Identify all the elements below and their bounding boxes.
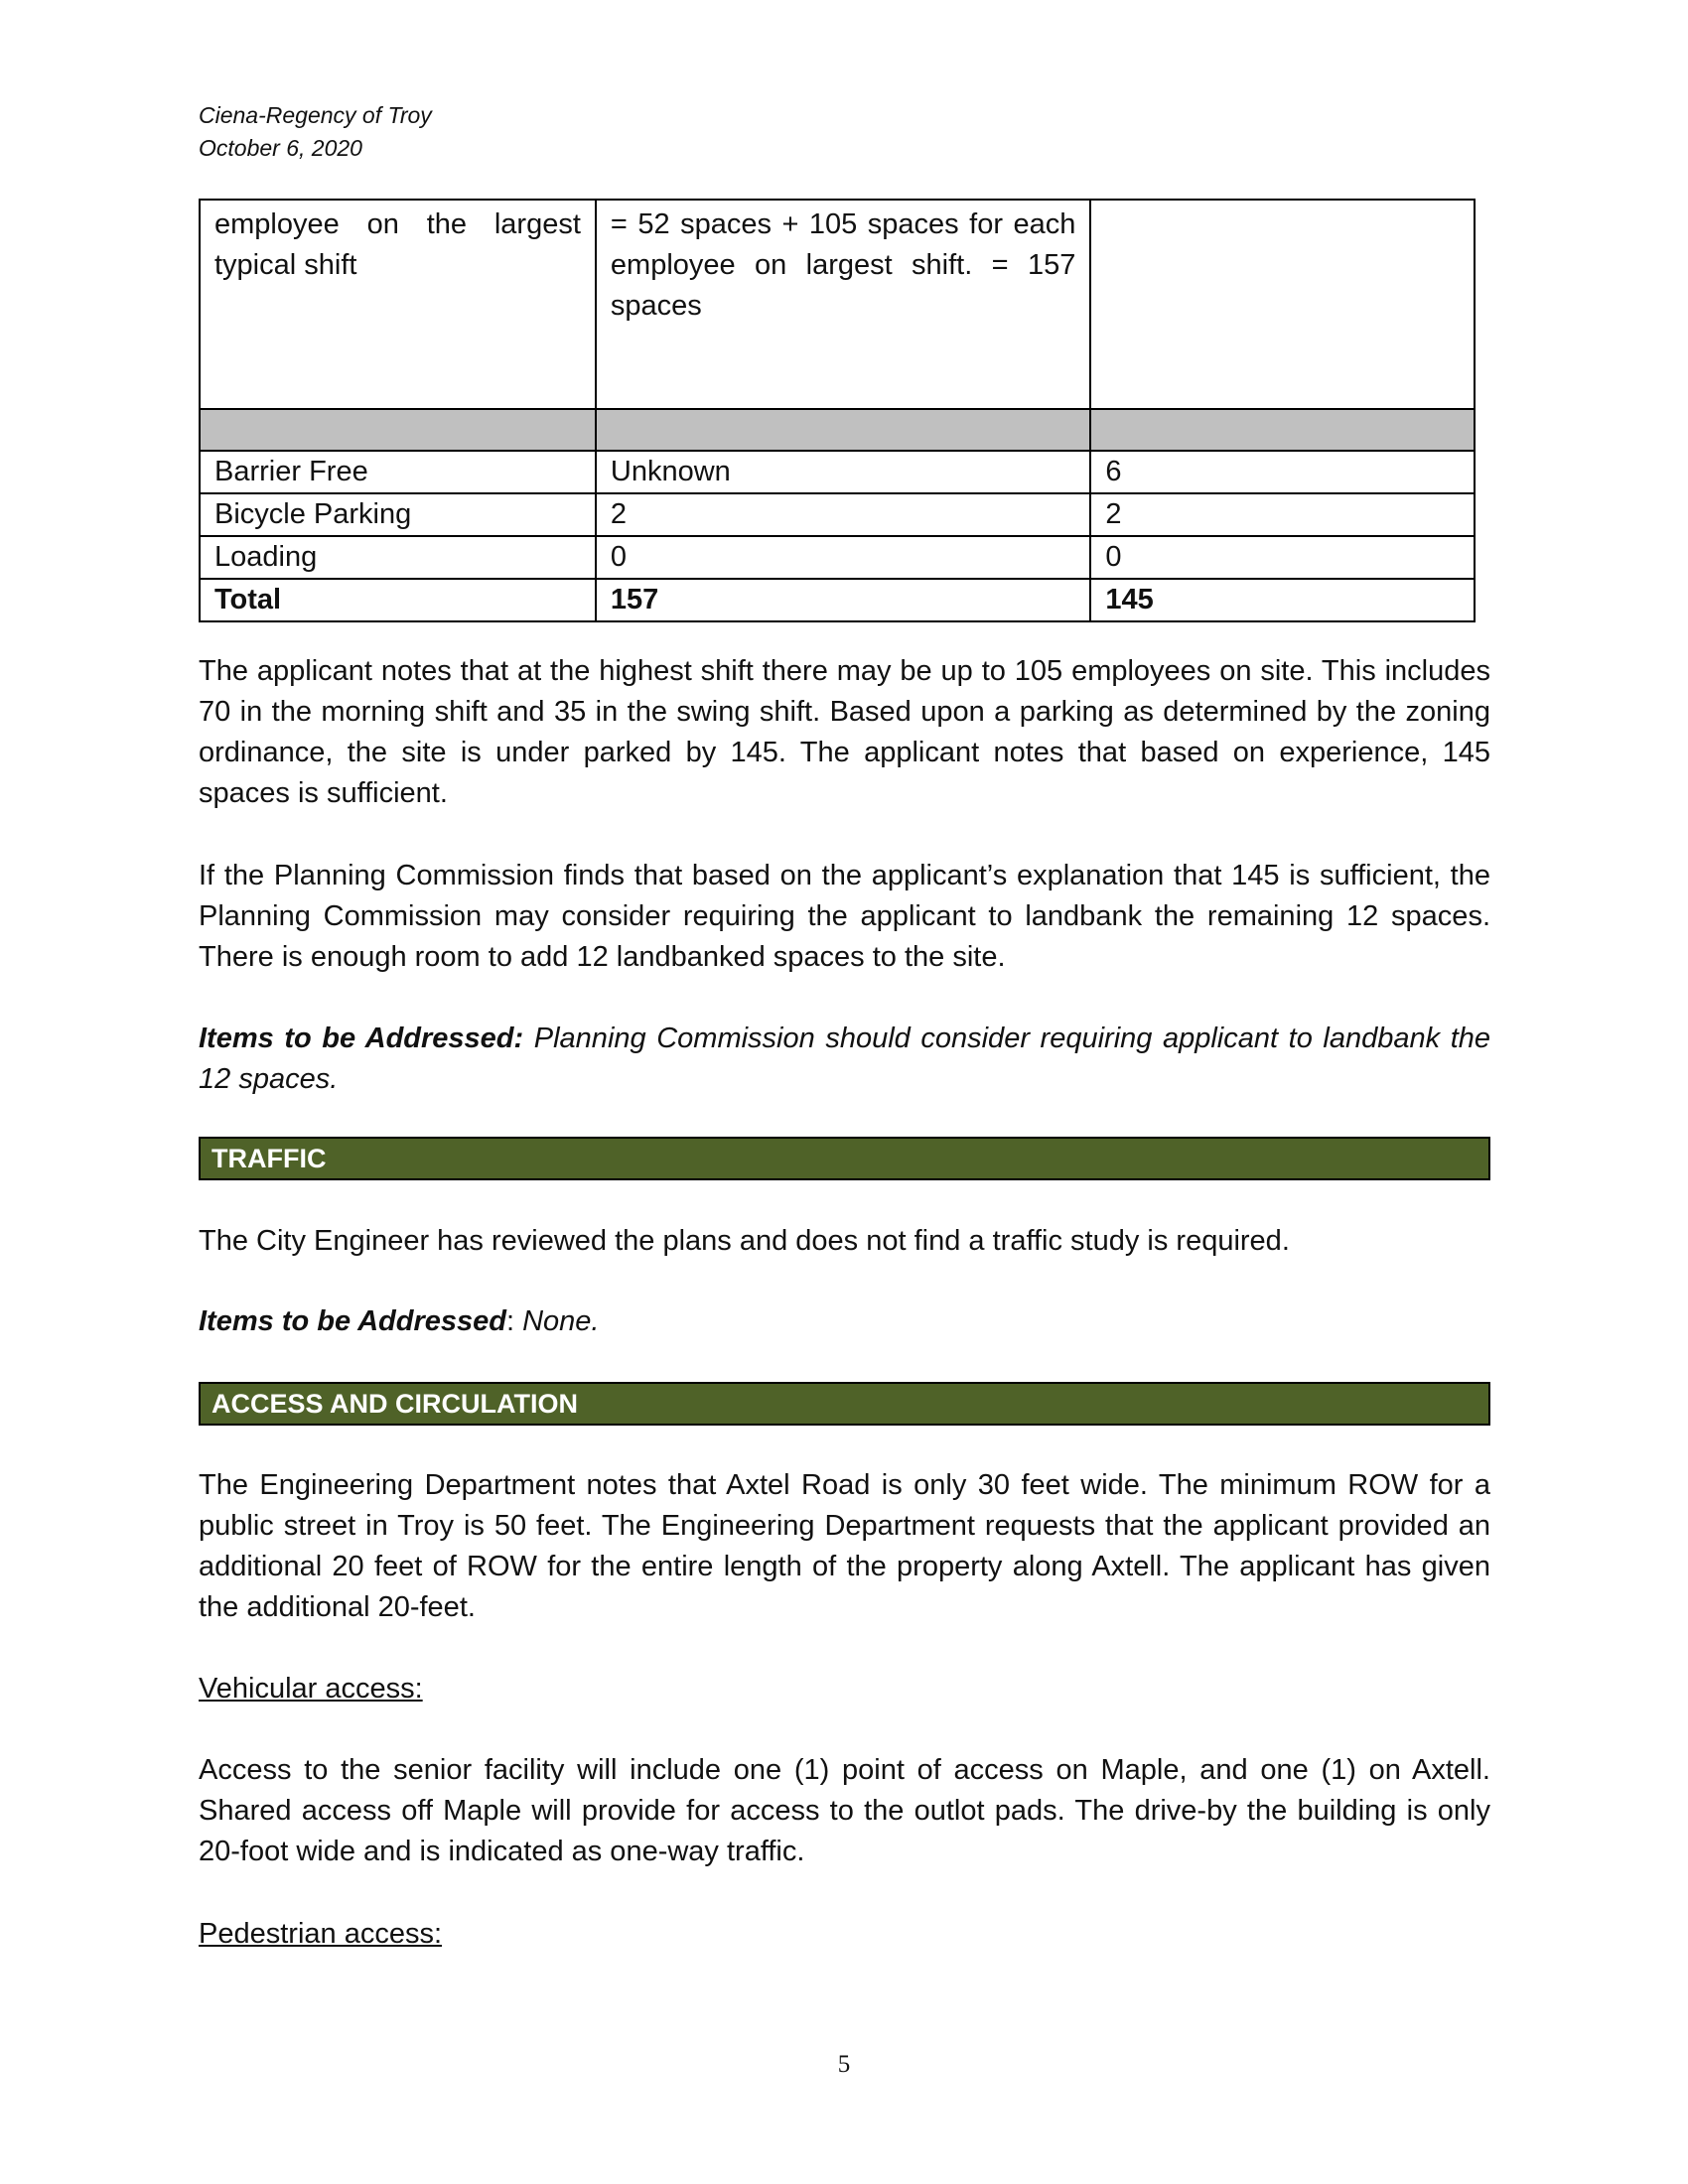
items-label: Items to be Addressed: <box>199 1023 524 1054</box>
paragraph: The Engineering Department notes that Axtel Road is only 30 feet wide. The minimum ROW for a public street in Troy is 50 feet. The Engineering Department requests that the applicant provided an additional 20 feet of ROW for the entire length of the property along Axtell. The applicant has given the additional 20-feet. <box>199 1469 1490 1623</box>
page-number: 5 <box>837 2051 851 2078</box>
table-row-shaded <box>200 409 1475 451</box>
items-text: Planning Commission should consider requiring applicant to landbank the 12 spaces. <box>199 1023 1491 1095</box>
subheading-pedestrian: Pedestrian access: <box>199 1918 443 1950</box>
table-cell: 2 <box>596 493 1090 536</box>
parking-table <box>199 199 1476 622</box>
section-heading-traffic: TRAFFIC <box>199 1137 1490 1180</box>
section-heading-access: ACCESS AND CIRCULATION <box>199 1382 1490 1426</box>
paragraph: The applicant notes that at the highest shift there may be up to 105 employees on site. This includes 70 in the morning shift and 35 in the swing shift. Based upon a parking as determined by the zoning ordinance, the site is under parked by 145. The applicant notes that based on experience, 145 spaces is sufficient. <box>199 655 1490 809</box>
table-cell: 0 <box>1090 536 1475 579</box>
table-row-total <box>200 579 1475 621</box>
table-cell <box>596 409 1090 451</box>
table-cell: 157 <box>596 579 1090 621</box>
table-cell: employee on the largest typical shift <box>200 200 596 409</box>
table-cell: Total <box>200 579 596 621</box>
table-cell: Loading <box>200 536 596 579</box>
table-cell: 145 <box>1090 579 1475 621</box>
table-row <box>200 536 1475 579</box>
paragraph: If the Planning Commission finds that based on the applicant’s explanation that 145 is sufficient, the Planning Commission may consider requiring the applicant to landbank the remaining 12 spaces. There is enough room to add 12 landbanked spaces to the site. <box>199 860 1490 973</box>
header-title: Ciena-Regency of Troy <box>199 102 432 128</box>
items-colon: : <box>505 1305 515 1337</box>
table-cell: Unknown <box>596 451 1090 493</box>
table-cell: 0 <box>596 536 1090 579</box>
header-date: October 6, 2020 <box>199 135 362 161</box>
items-text: None. <box>514 1305 600 1337</box>
table-cell <box>1090 409 1475 451</box>
subheading-vehicular: Vehicular access: <box>199 1673 423 1705</box>
paragraph: The City Engineer has reviewed the plans and does not find a traffic study is required. <box>199 1225 1290 1257</box>
items-to-address <box>199 1019 1490 1100</box>
table-row <box>200 451 1475 493</box>
items-label: Items to be Addressed <box>199 1305 506 1337</box>
table-cell <box>200 409 596 451</box>
table-cell <box>1090 200 1475 409</box>
table-cell: 2 <box>1090 493 1475 536</box>
paragraph: Access to the senior facility will include one (1) point of access on Maple, and one (1) on Axtell. Shared access off Maple will provide for access to the outlot pads. The drive-by the building is only 20-foot wide and is indicated as one-way traffic. <box>199 1754 1490 1867</box>
table-cell: Barrier Free <box>200 451 596 493</box>
document-header <box>199 99 432 165</box>
table-cell: = 52 spaces + 105 spaces for each employee on largest shift. = 157 spaces <box>596 200 1090 409</box>
table-row <box>200 200 1475 409</box>
table-cell: 6 <box>1090 451 1475 493</box>
table-row <box>200 493 1475 536</box>
table-cell: Bicycle Parking <box>200 493 596 536</box>
items-to-address <box>199 1301 1490 1342</box>
